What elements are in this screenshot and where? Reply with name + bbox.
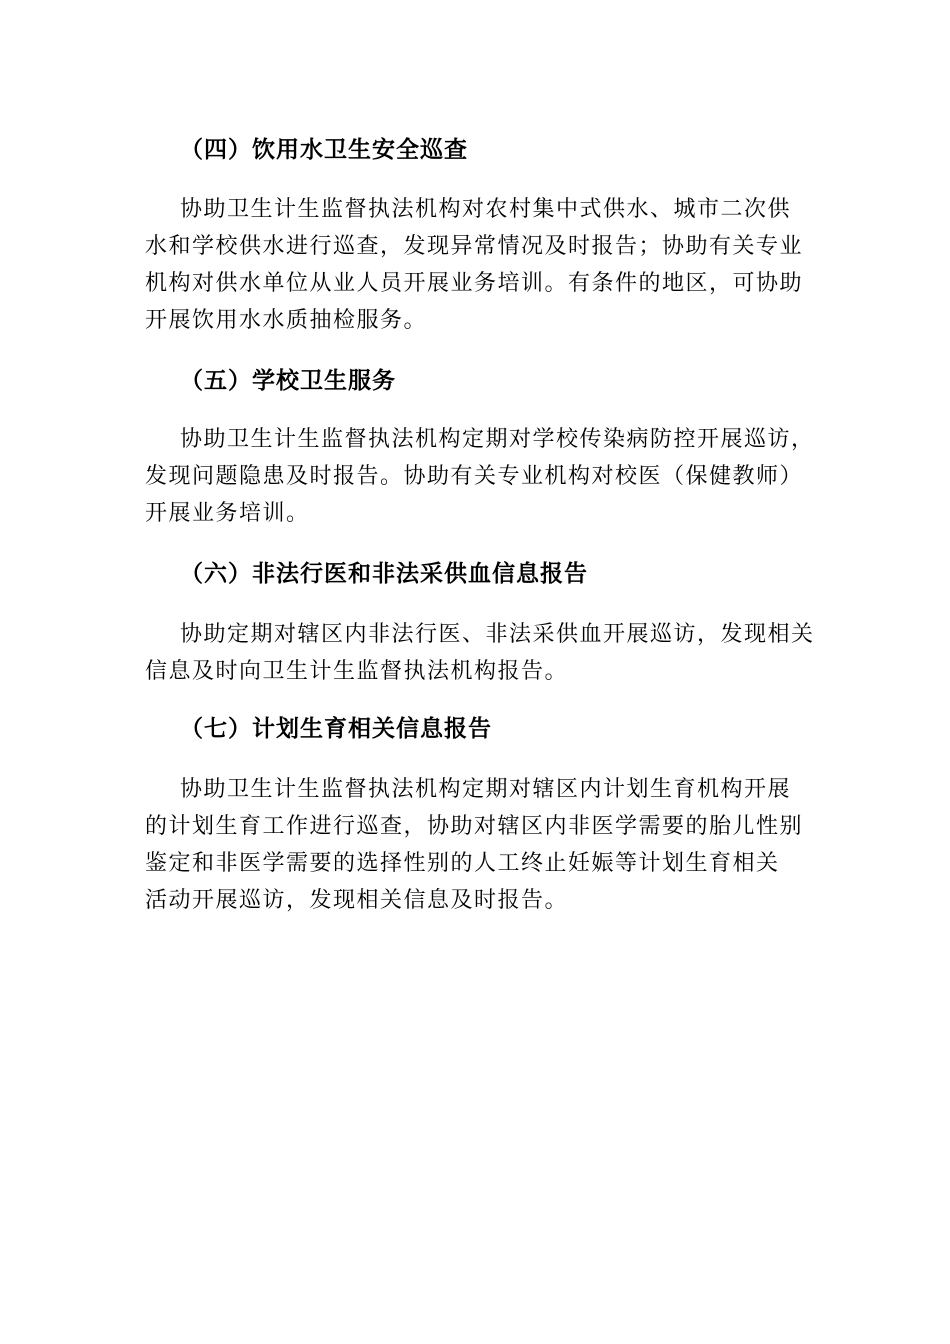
section-paragraph-6 <box>145 616 825 690</box>
section-heading-5: （五）学校卫生服务 <box>180 368 396 394</box>
paragraph-line: 信息及时向卫生计生监督执法机构报告。 <box>145 659 569 684</box>
section-heading-6: （六）非法行医和非法采供血信息报告 <box>180 561 588 587</box>
paragraph-line: 发现问题隐患及时报告。协助有关专业机构对校医（保健教师） <box>145 464 804 489</box>
section-heading-7: （七）计划生育相关信息报告 <box>180 716 492 742</box>
paragraph-line: 协助卫生计生监督执法机构定期对辖区内计划生育机构开展 <box>180 777 792 802</box>
section-heading-4: （四）饮用水卫生安全巡查 <box>180 137 468 163</box>
paragraph-line: 水和学校供水进行巡查，发现异常情况及时报告；协助有关专业 <box>145 234 804 259</box>
paragraph-line: 开展饮用水水质抽检服务。 <box>145 308 428 333</box>
section-paragraph-5 <box>145 421 825 532</box>
paragraph-line: 协助定期对辖区内非法行医、非法采供血开展巡访，发现相关 <box>180 622 815 647</box>
paragraph-line: 开展业务培训。 <box>145 501 310 526</box>
paragraph-line: 协助卫生计生监督执法机构定期对学校传染病防控开展巡访， <box>180 427 815 452</box>
paragraph-line: 鉴定和非医学需要的选择性别的人工终止妊娠等计划生育相关 <box>145 851 780 876</box>
section-paragraph-7 <box>145 771 825 919</box>
paragraph-line: 协助卫生计生监督执法机构对农村集中式供水、城市二次供 <box>180 197 792 222</box>
paragraph-line: 的计划生育工作进行巡查，协助对辖区内非医学需要的胎儿性别 <box>145 814 804 839</box>
paragraph-line: 机构对供水单位从业人员开展业务培训。有条件的地区，可协助 <box>145 271 804 296</box>
section-paragraph-4 <box>145 191 825 339</box>
paragraph-line: 活动开展巡访，发现相关信息及时报告。 <box>145 888 569 913</box>
